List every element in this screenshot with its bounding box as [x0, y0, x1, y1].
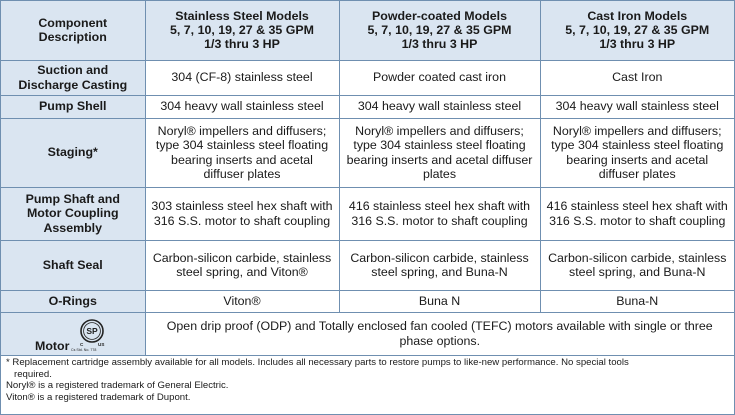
- svg-text:SP: SP: [86, 325, 98, 336]
- header-cast-iron: Cast Iron Models 5, 7, 10, 19, 27 & 35 GPM 1/3 thru 3 HP: [540, 1, 734, 60]
- footnote-viton: Viton® is a registered trademark of Dupont.: [6, 391, 191, 403]
- footnotes: [6, 357, 728, 403]
- cell-powder-coated: Powder coated cast iron: [339, 60, 540, 95]
- row-label: Shaft Seal: [1, 240, 145, 290]
- table-row: [1, 187, 734, 240]
- cell-stainless: 304 heavy wall stainless steel: [145, 95, 339, 118]
- cell-cast-iron: Noryl® impellers and diffusers; type 304 stainless steel floating bearing inserts and acetal diffuser plates: [540, 118, 734, 187]
- footnote-replacement: * Replacement cartridge assembly available for all models. Includes all necessary parts to restore pumps to like-new performance. No special tools: [6, 357, 629, 368]
- row-label: O-Rings: [1, 290, 145, 312]
- cell-cast-iron: 416 stainless steel hex shaft with 316 S.S. motor to shaft coupling: [540, 187, 734, 240]
- table-row: [1, 60, 734, 95]
- cell-powder-coated: Noryl® impellers and diffusers; type 304 stainless steel floating bearing inserts and acetal diffuser plates: [339, 118, 540, 187]
- cell-powder-coated: Carbon-silicon carbide, stainless steel spring, and Buna-N: [339, 240, 540, 290]
- component-table: [1, 1, 734, 356]
- motor-label: Motor: [35, 338, 70, 353]
- footnote-noryl: Noryl® is a registered trademark of General Electric.: [6, 380, 229, 392]
- row-label: Pump Shell: [1, 95, 145, 118]
- csa-caption: Cs Std. No. 778: [71, 347, 97, 352]
- cell-cast-iron: Carbon-silicon carbide, stainless steel spring, and Buna-N: [540, 240, 734, 290]
- table-row: [1, 118, 734, 187]
- motor-description: Open drip proof (ODP) and Totally enclosed fan cooled (TEFC) motors available with single or three phase options.: [145, 312, 734, 355]
- cell-powder-coated: 304 heavy wall stainless steel: [339, 95, 540, 118]
- csa-certification-icon: [77, 317, 107, 347]
- cell-stainless: Viton®: [145, 290, 339, 312]
- header-row: [1, 1, 734, 60]
- cell-stainless: 304 (CF-8) stainless steel: [145, 60, 339, 95]
- table-row: [1, 290, 734, 312]
- cell-stainless: Carbon-silicon carbide, stainless steel spring, and Viton®: [145, 240, 339, 290]
- table-row: [1, 95, 734, 118]
- svg-text:US: US: [98, 341, 105, 347]
- motor-label-cell: [1, 312, 145, 355]
- motor-row: [1, 312, 734, 355]
- footnote-replacement-cont: required.: [14, 368, 52, 380]
- cell-cast-iron: 304 heavy wall stainless steel: [540, 95, 734, 118]
- row-label: Pump Shaft and Motor Coupling Assembly: [1, 187, 145, 240]
- header-powder-coated: Powder-coated Models 5, 7, 10, 19, 27 & 35 GPM 1/3 thru 3 HP: [339, 1, 540, 60]
- cell-cast-iron: Cast Iron: [540, 60, 734, 95]
- cell-stainless: 303 stainless steel hex shaft with 316 S.S. motor to shaft coupling: [145, 187, 339, 240]
- row-label: Suction and Discharge Casting: [1, 60, 145, 95]
- row-label: Staging*: [1, 118, 145, 187]
- table-row: [1, 240, 734, 290]
- cell-powder-coated: 416 stainless steel hex shaft with 316 S.S. motor to shaft coupling: [339, 187, 540, 240]
- header-component: Component Description: [1, 1, 145, 60]
- cell-stainless: Noryl® impellers and diffusers; type 304 stainless steel floating bearing inserts and acetal diffuser plates: [145, 118, 339, 187]
- header-stainless: Stainless Steel Models 5, 7, 10, 19, 27 & 35 GPM 1/3 thru 3 HP: [145, 1, 339, 60]
- cell-cast-iron: Buna-N: [540, 290, 734, 312]
- cell-powder-coated: Buna N: [339, 290, 540, 312]
- svg-text:C: C: [80, 341, 84, 347]
